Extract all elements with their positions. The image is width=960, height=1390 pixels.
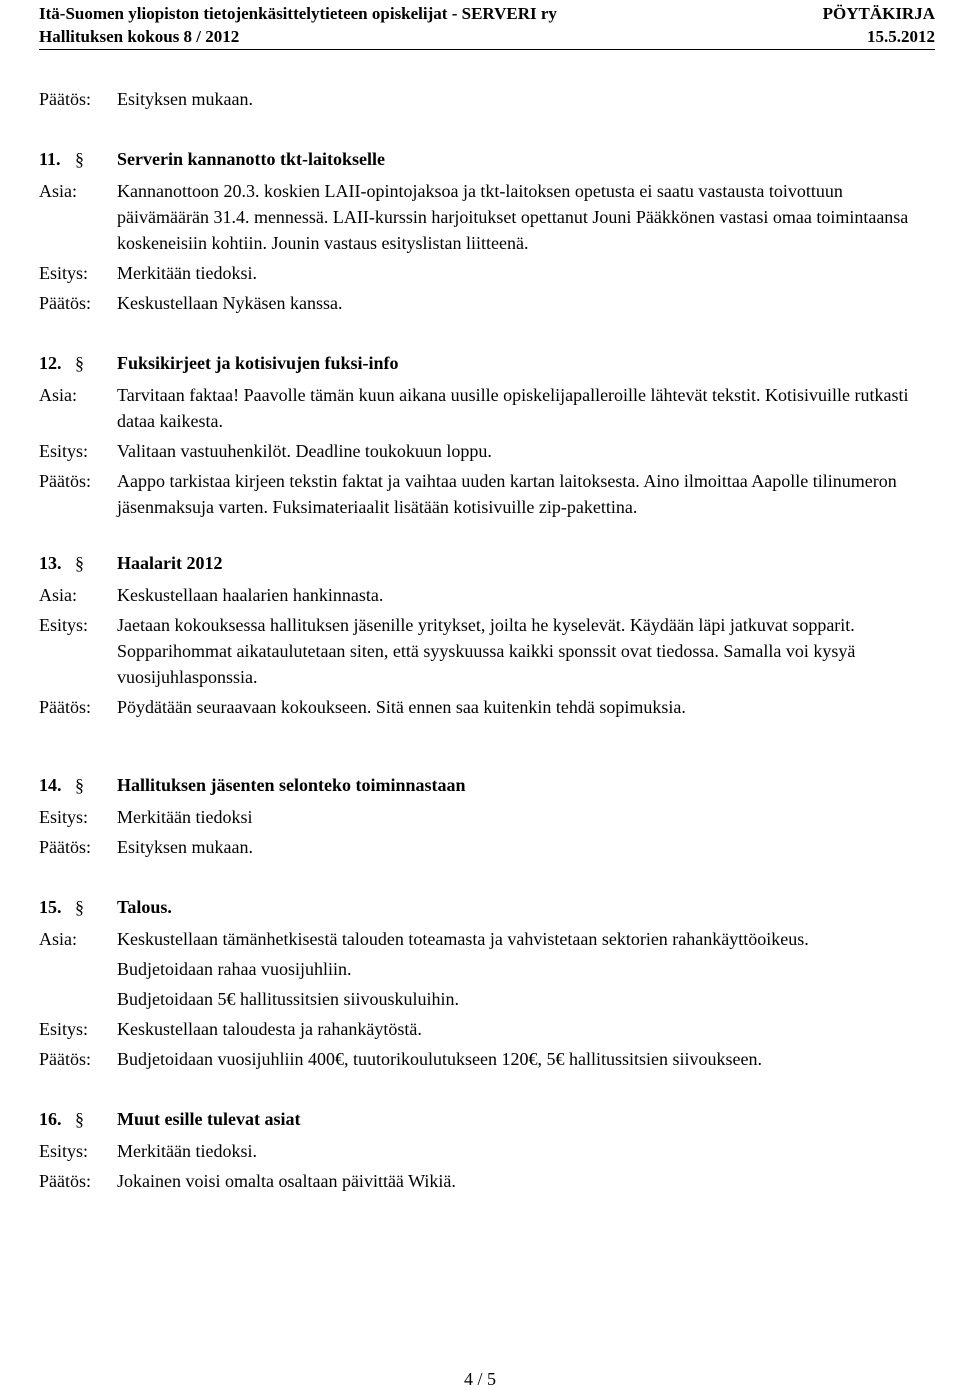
row-label: Päätös: bbox=[39, 293, 91, 313]
item-heading bbox=[39, 550, 939, 576]
item-number: 14. bbox=[39, 775, 62, 795]
row-text: Jaetaan kokouksessa hallituksen jäsenille yritykset, joilta he kyselevät. Käydään läpi jatkuvat sopparit. Sopparihommat aikataulutetaan siten, että syyskuussa kaikki sponssit ovat tiedossa. Samalla voi kysyä vuosijuhlasponssia. bbox=[117, 615, 856, 687]
row-label: Päätös: bbox=[39, 1049, 91, 1069]
row-text: Budjetoidaan vuosijuhliin 400€, tuutorikoulutukseen 120€, 5€ hallitussitsien siivoukseen. bbox=[117, 1049, 762, 1069]
row-label: Asia: bbox=[39, 181, 77, 201]
row-label: Päätös: bbox=[39, 471, 91, 491]
item-row bbox=[39, 804, 939, 830]
item-row bbox=[39, 1016, 939, 1042]
item-title: Talous. bbox=[117, 897, 172, 917]
row-text: Pöydätään seuraavaan kokoukseen. Sitä ennen saa kuitenkin tehdä sopimuksia. bbox=[117, 697, 686, 717]
row-text: Esityksen mukaan. bbox=[117, 837, 253, 857]
item-row bbox=[39, 612, 939, 690]
organization-name: Itä-Suomen yliopiston tietojenkäsittelytieteen opiskelijat - SERVERI ry bbox=[39, 4, 557, 23]
item-title: Fuksikirjeet ja kotisivujen fuksi-info bbox=[117, 353, 399, 373]
meeting-name: Hallituksen kokous 8 / 2012 bbox=[39, 27, 240, 46]
item-row bbox=[39, 1138, 939, 1164]
row-label: Päätös: bbox=[39, 697, 91, 717]
meeting-date: 15.5.2012 bbox=[867, 27, 935, 46]
item-number: 13. bbox=[39, 553, 62, 573]
agenda-item-12 bbox=[39, 350, 939, 520]
item-row bbox=[39, 260, 939, 286]
item-title: Serverin kannanotto tkt-laitokselle bbox=[117, 149, 385, 169]
row-label: Asia: bbox=[39, 385, 77, 405]
page-header bbox=[39, 2, 935, 48]
row-text: Budjetoidaan rahaa vuosijuhliin. bbox=[117, 959, 352, 979]
header-bottom-row bbox=[39, 25, 935, 48]
row-label: Asia: bbox=[39, 585, 77, 605]
header-top-row bbox=[39, 2, 935, 25]
row-text: Keskustellaan Nykäsen kanssa. bbox=[117, 293, 343, 313]
row-label: Esitys: bbox=[39, 441, 89, 461]
row-label: Esitys: bbox=[39, 263, 89, 283]
row-text: Merkitään tiedoksi. bbox=[117, 1141, 257, 1161]
section-sign: § bbox=[75, 553, 84, 573]
item-number: 11. bbox=[39, 149, 61, 169]
row-text: Kannanottoon 20.3. koskien LAII-opintojaksoa ja tkt-laitoksen opetusta ei saatu vastausta toivottuun päivämäärän 31.4. mennessä. LAII-kurssin harjoitukset opettanut Jouni Pääkkönen vastasi omaa toimintaansa koskeneisiin kohtiin. Jounin vastaus esityslistan liitteenä. bbox=[117, 181, 909, 253]
agenda-item-14 bbox=[39, 772, 939, 860]
row-text: Merkitään tiedoksi bbox=[117, 807, 253, 827]
page-number: 4 / 5 bbox=[463, 1369, 496, 1389]
item-heading bbox=[39, 772, 939, 798]
item-row bbox=[39, 986, 939, 1012]
item-row bbox=[39, 178, 939, 256]
row-text: Valitaan vastuuhenkilöt. Deadline toukokuun loppu. bbox=[117, 441, 492, 461]
row-label: Esitys: bbox=[39, 615, 89, 635]
row-label: Esitys: bbox=[39, 1019, 89, 1039]
item-number: 12. bbox=[39, 353, 62, 373]
item-title: Muut esille tulevat asiat bbox=[117, 1109, 301, 1129]
row-text: Keskustellaan tämänhetkisestä talouden toteamasta ja vahvistetaan sektorien rahankäyttöoikeus. bbox=[117, 929, 809, 949]
agenda-item-15 bbox=[39, 894, 939, 1072]
item-title: Hallituksen jäsenten selonteko toiminnastaan bbox=[117, 775, 466, 795]
header-divider bbox=[39, 49, 935, 50]
item-row bbox=[39, 290, 939, 316]
agenda-item-13 bbox=[39, 550, 939, 720]
row-text: Jokainen voisi omalta osaltaan päivittää Wikiä. bbox=[117, 1171, 456, 1191]
row-label: Päätös: bbox=[39, 837, 91, 857]
row-label bbox=[39, 956, 117, 982]
item-heading bbox=[39, 894, 939, 920]
item-row bbox=[39, 582, 939, 608]
item-title: Haalarit 2012 bbox=[117, 553, 223, 573]
item-row bbox=[39, 834, 939, 860]
section-sign: § bbox=[75, 897, 84, 917]
item-heading bbox=[39, 1106, 939, 1132]
item-heading bbox=[39, 146, 939, 172]
item-row bbox=[39, 956, 939, 982]
section-sign: § bbox=[75, 1109, 84, 1129]
item-number: 15. bbox=[39, 897, 62, 917]
top-decision-row bbox=[39, 86, 939, 112]
item-heading bbox=[39, 350, 939, 376]
row-label: Esitys: bbox=[39, 807, 89, 827]
row-text: Merkitään tiedoksi. bbox=[117, 263, 257, 283]
row-text: Keskustellaan taloudesta ja rahankäytöstä. bbox=[117, 1019, 422, 1039]
row-label bbox=[39, 986, 117, 1012]
row-label: Esitys: bbox=[39, 1141, 89, 1161]
section-sign: § bbox=[75, 353, 84, 373]
item-row bbox=[39, 468, 939, 520]
agenda-item-16 bbox=[39, 1106, 939, 1194]
row-text: Aappo tarkistaa kirjeen tekstin faktat ja vaihtaa uuden kartan laitoksesta. Aino ilmoittaa Aapolle tilinumeron jäsenmaksuja varten. Fuksimateriaalit lisätään kotisivuille zip-pakettina. bbox=[117, 471, 897, 517]
row-text: Keskustellaan haalarien hankinnasta. bbox=[117, 585, 384, 605]
row-label: Päätös: bbox=[39, 89, 91, 109]
item-row bbox=[39, 1046, 939, 1072]
row-text: Budjetoidaan 5€ hallitussitsien siivouskuluihin. bbox=[117, 989, 459, 1009]
row-label: Asia: bbox=[39, 929, 77, 949]
item-number: 16. bbox=[39, 1109, 62, 1129]
item-row bbox=[39, 694, 939, 720]
item-row bbox=[39, 382, 939, 434]
item-row bbox=[39, 926, 939, 952]
minutes-body bbox=[39, 86, 939, 1198]
agenda-item-11 bbox=[39, 146, 939, 316]
item-row bbox=[39, 438, 939, 464]
document-type: PÖYTÄKIRJA bbox=[822, 4, 935, 23]
row-label: Päätös: bbox=[39, 1171, 91, 1191]
row-text: Esityksen mukaan. bbox=[117, 89, 253, 109]
section-sign: § bbox=[75, 149, 84, 169]
item-row bbox=[39, 1168, 939, 1194]
row-text: Tarvitaan faktaa! Paavolle tämän kuun aikana uusille opiskelijapalleroille lähtevät tekstit. Kotisivuille rutkasti dataa kaikesta. bbox=[117, 385, 909, 431]
section-sign: § bbox=[75, 775, 84, 795]
